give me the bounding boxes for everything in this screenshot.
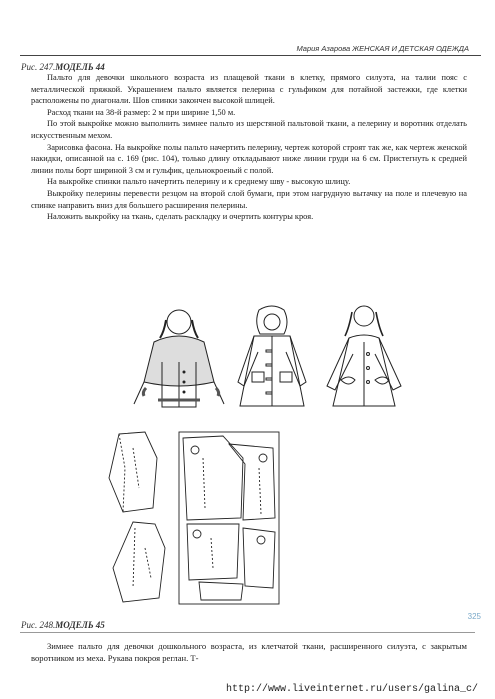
- sketch-fur-coat: [134, 310, 224, 407]
- cape-pattern-upper: [109, 432, 157, 512]
- paragraph-model-45: Зимнее пальто для девочки дошкольного возраста, из клетчатой ткани, расширенного силуэта, с закрытым воротником из меха. Рукава покроя реглан. Т-: [31, 641, 467, 663]
- header-title: Мария Азарова ЖЕНСКАЯ И ДЕТСКАЯ ОДЕЖДА: [296, 44, 469, 53]
- pattern-pieces-figure: [103, 428, 285, 608]
- caption-247-prefix: Рис. 247.: [21, 62, 56, 72]
- paragraph-6: Выкройку пелерины перевести резцом на второй слой бумаги, при этом нагрудную вытачку на поле и плечевую на спинке направить вниз для большего расширения пелерины.: [31, 188, 467, 210]
- caption-248-model: МОДЕЛЬ 45: [55, 620, 105, 630]
- caption-divider: [20, 632, 475, 633]
- paragraph-5: На выкройке спинки пальто начертить пелерину и к среднему шву - высокую шлицу.: [47, 177, 351, 187]
- model-44-description: [31, 72, 467, 223]
- paragraph-7: Наложить выкройку на ткань, сделать раскладку и очертить контуры кроя.: [47, 212, 314, 222]
- page-number: 325: [467, 612, 481, 621]
- paragraph-2: Расход ткани на 38-й размер: 2 м при ширине 1,50 м.: [47, 107, 236, 117]
- sketch-collared-coat: [327, 306, 401, 406]
- coat-pattern-layout: [179, 432, 279, 604]
- figure-caption-247: [21, 62, 105, 72]
- paragraph-3: По этой выкройке можно выполнить зимнее пальто из шерстяной пальтовой ткани, а пелерину и воротник отделать искусственным мехом.: [31, 119, 467, 140]
- sketch-hooded-coat: [238, 306, 306, 406]
- cape-pattern-lower: [113, 522, 165, 602]
- running-header: [0, 44, 495, 58]
- header-rule: [20, 55, 481, 56]
- paragraph-4: Зарисовка фасона. На выкройке полы пальто начертить пелерину, чертеж которой строят так же, как чертеж женской накидки, описанной на с. 169 (рис. 104), только длину откладывают ниже линии груди на 6 см. Пристегнуть к средней линии полы борт шириной 3 см и гульфик, цельнокроеный с полой.: [31, 142, 467, 175]
- caption-248-prefix: Рис. 248.: [21, 620, 56, 630]
- model-45-description: [31, 640, 467, 664]
- watermark-url: http://www.liveinternet.ru/users/galina_c/: [226, 684, 479, 695]
- paragraph-1: Пальто для девочки школьного возраста из плащевой ткани в клетку, прямого силуэта, на талии пояс с металлической пряжкой. Украшением пальто является пелерина с гульфиком для потайной застежки, где клетки расположены по диагонали. Шов спинки закончен высокой шлицей.: [31, 73, 467, 106]
- coat-sketches-figure: [124, 302, 414, 412]
- caption-247-model: МОДЕЛЬ 44: [55, 62, 105, 72]
- figure-caption-248: [21, 620, 105, 630]
